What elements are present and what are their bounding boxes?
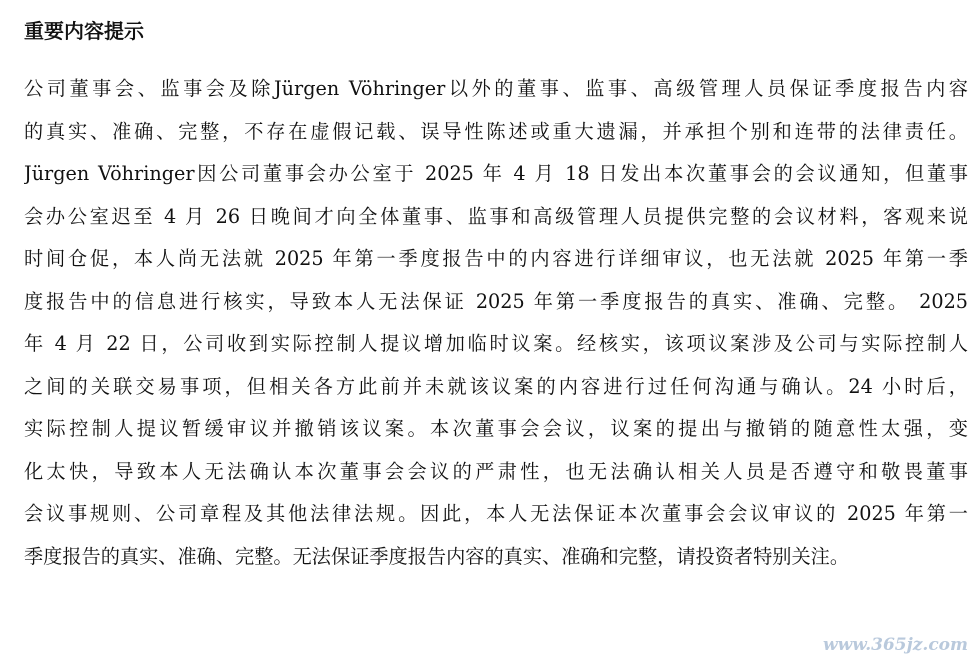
paragraph-line: 化太快，导致本人无法确认本次董事会会议的严肃性，也无法确认相关人员是否遵守和敬畏董事 [24,459,968,483]
paragraph-line: 时间仓促，本人尚无法就 2025 年第一季度报告中的内容进行详细审议，也无法就 2025 年第一季 [24,247,968,270]
paragraph-line: 度报告中的信息进行核实，导致本人无法保证 2025 年第一季度报告的真实、准确、完整。 2025 [24,289,968,313]
site-watermark: www.365jz.com [819,635,972,655]
paragraph-line: 的真实、准确、完整，不存在虚假记载、误导性陈述或重大遗漏，并承担个别和连带的法律责任。 [24,119,968,143]
body-paragraph [24,68,968,578]
paragraph-line: 公司董事会、监事会及除Jürgen Vöhringer以外的董事、监事、高级管理人员保证季度报告内容 [24,77,968,100]
section-heading: 重要内容提示 [24,19,144,43]
paragraph-line: 会议事规则、公司章程及其他法律法规。因此，本人无法保证本次董事会会议审议的 2025 年第一 [24,502,968,525]
paragraph-line: 季度报告的真实、准确、完整。无法保证季度报告内容的真实、准确和完整，请投资者特别关注。 [24,544,850,568]
paragraph-line: 会办公室迟至 4 月 26 日晚间才向全体董事、监事和高级管理人员提供完整的会议材料，客观来说 [24,204,968,228]
paragraph-line: 之间的关联交易事项，但相关各方此前并未就该议案的内容进行过任何沟通与确认。24 小时后， [24,374,968,398]
paragraph-line: Jürgen Vöhringer因公司董事会办公室于 2025 年 4 月 18 日发出本次董事会的会议通知，但董事 [24,162,968,185]
paragraph-line: 年 4 月 22 日，公司收到实际控制人提议增加临时议案。经核实，该项议案涉及公司与实际控制人 [24,332,968,355]
paragraph-line: 实际控制人提议暂缓审议并撤销该议案。本次董事会会议，议案的提出与撤销的随意性太强，变 [24,417,968,440]
